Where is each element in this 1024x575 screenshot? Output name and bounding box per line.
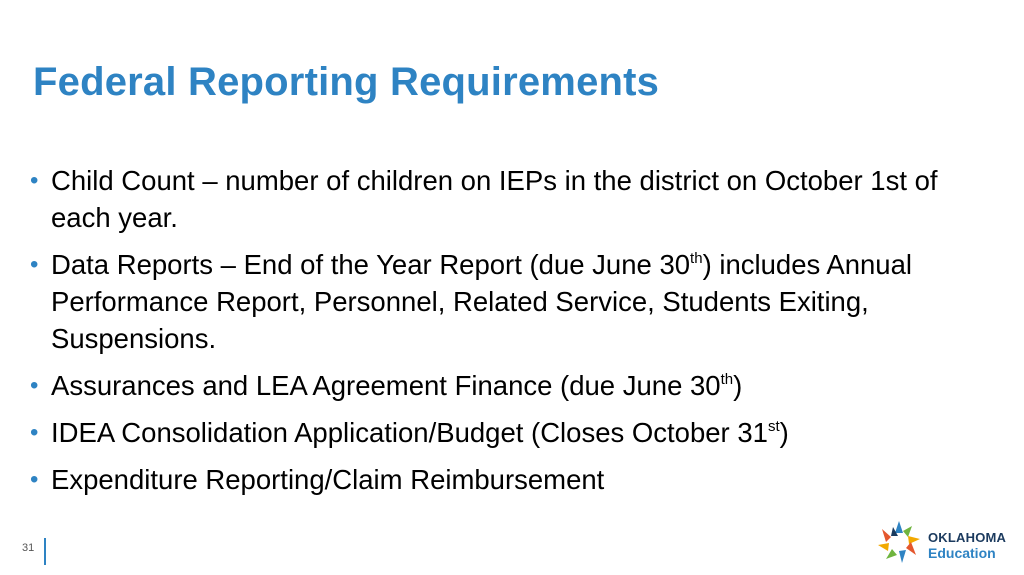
bullet-icon: • [30,419,39,446]
bullet-list [30,162,960,508]
bullet-text-continued: ) includes Annual Performance Report, Personnel, Related Service, Students Exiting, Suspensions. [51,249,913,354]
logo-text-state: OKLAHOMA [928,530,1007,545]
bullet-item [30,367,960,404]
bullet-item [30,246,960,357]
oklahoma-education-logo [876,519,1016,567]
bullet-icon: • [30,167,39,194]
bullet-superscript: th [720,371,734,388]
bullet-icon: • [30,466,39,493]
bullet-superscript: th [690,250,703,267]
bullet-text: Expenditure Reporting/Claim Reimbursement [51,464,605,495]
logo-text-education: Education [928,545,996,561]
bullet-item [30,461,960,498]
bullet-text: IDEA Consolidation Application/Budget (Closes October 31 [51,417,768,448]
bullet-item [30,414,960,451]
bullet-superscript: st [767,418,780,435]
bullet-icon: • [30,251,39,278]
bullet-text: Data Reports – End of the Year Report (due June 30 [51,249,691,280]
bullet-text-continued: ) [733,370,743,401]
page-number-divider [44,538,46,565]
page-number: 31 [22,542,35,554]
bullet-text: Assurances and LEA Agreement Finance (due June 30 [51,370,721,401]
bullet-text: Child Count – number of children on IEPs in the district on October 1st of each year. [51,165,938,233]
slide-title: Federal Reporting Requirements [33,60,660,104]
bullet-icon: • [30,372,39,399]
bullet-text-continued: ) [779,417,789,448]
bullet-item [30,162,960,236]
logo-star-icon [876,519,922,565]
